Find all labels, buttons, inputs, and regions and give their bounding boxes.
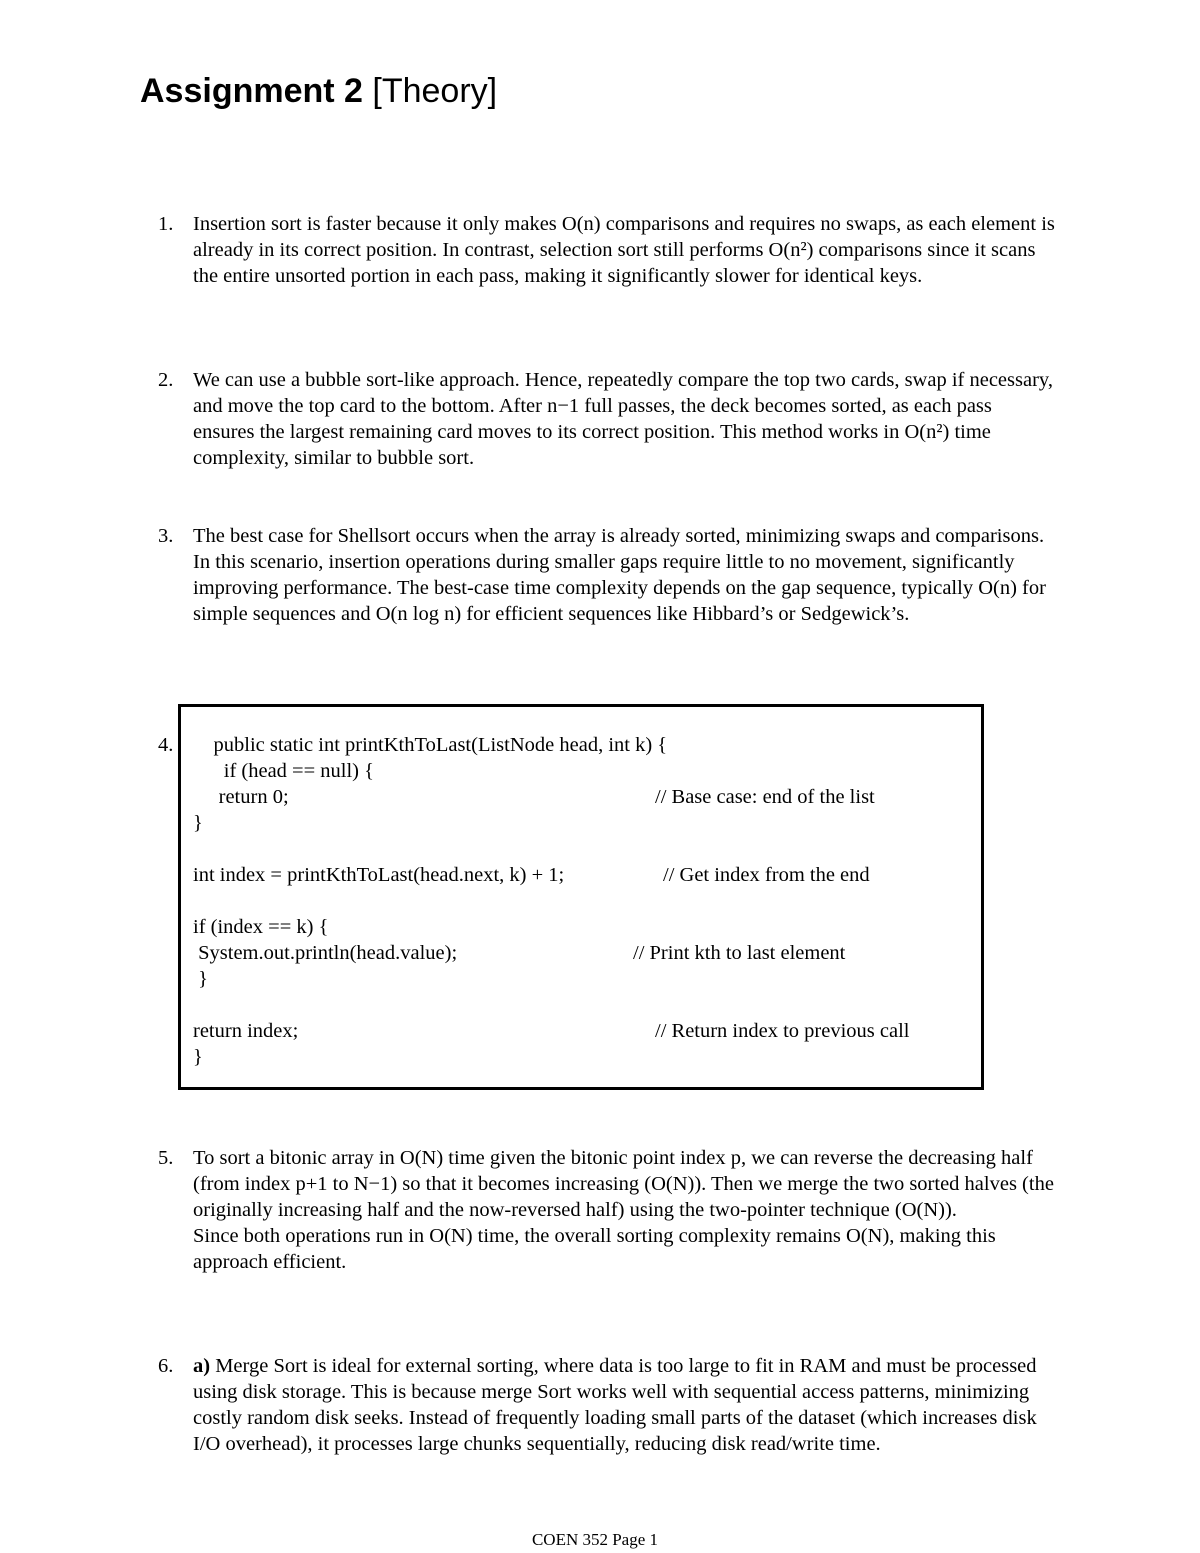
title-suffix: [Theory]	[362, 72, 498, 110]
part-label: a)	[193, 1355, 211, 1377]
answer-line: complexity, similar to bubble sort.	[193, 447, 475, 469]
code-line: }	[193, 1046, 203, 1068]
answer-6	[158, 1353, 1188, 1457]
answer-line: ensures the largest remaining card moves to its correct position. This method works in O(n²) time	[193, 421, 991, 443]
answer-line: originally increasing half and the now-reversed half) using the two-pointer technique (O(N)).	[193, 1199, 957, 1221]
answer-line: the entire unsorted portion in each pass, making it significantly slower for identical keys.	[193, 265, 923, 287]
answer-line: I/O overhead), it processes large chunks sequentially, reducing disk read/write time.	[193, 1433, 881, 1455]
code-line: return 0;	[193, 786, 289, 808]
answer-line: (from index p+1 to N−1) so that it becomes increasing (O(N)). Then we merge the two sorted halves (the	[193, 1173, 1054, 1195]
answer-number: 1.	[158, 213, 174, 235]
answer-line: improving performance. The best-case time complexity depends on the gap sequence, typically O(n) for	[193, 577, 1046, 599]
answer-line: costly random disk seeks. Instead of frequently loading small parts of the dataset (which increases disk	[193, 1407, 1037, 1429]
answer-line: approach efficient.	[193, 1251, 347, 1273]
answer-line: using disk storage. This is because merge Sort works well with sequential access patterns, minimizing	[193, 1381, 1030, 1403]
code-line: System.out.println(head.value);	[193, 942, 458, 964]
answer-3	[158, 523, 1188, 627]
answer-line-text: Merge Sort is ideal for external sorting, where data is too large to fit in RAM and must be processed	[210, 1355, 1037, 1377]
answer-line: and move the top card to the bottom. After n−1 full passes, the deck becomes sorted, as each pass	[193, 395, 992, 417]
code-comment: // Get index from the end	[663, 864, 870, 886]
code-line: if (head == null) {	[193, 760, 374, 782]
answer-line: already in its correct position. In contrast, selection sort still performs O(n²) comparisons since it scans	[193, 239, 1036, 261]
answer-number: 5.	[158, 1147, 174, 1169]
code-line: }	[193, 812, 203, 834]
answer-number: 2.	[158, 369, 174, 391]
answer-line	[193, 1353, 1188, 1379]
page-title	[140, 72, 497, 111]
code-line: public static int printKthToLast(ListNode head, int k) {	[193, 734, 668, 756]
answer-2	[158, 367, 1188, 471]
answer-1	[158, 211, 1188, 289]
code-line: }	[193, 968, 208, 990]
title-main: Assignment 2	[140, 72, 363, 110]
answer-line: Insertion sort is faster because it only makes O(n) comparisons and requires no swaps, as each element is	[193, 213, 1055, 235]
code-line: if (index == k) {	[193, 916, 329, 938]
code-line: return index;	[193, 1020, 299, 1042]
code-line: int index = printKthToLast(head.next, k) + 1;	[193, 864, 565, 886]
code-comment: // Print kth to last element	[633, 942, 846, 964]
page-footer: COEN 352 Page 1	[531, 1530, 659, 1549]
code-comment: // Return index to previous call	[655, 1020, 910, 1042]
answer-line: In this scenario, insertion operations during smaller gaps require little to no movement, significantly	[193, 551, 1015, 573]
answer-line: simple sequences and O(n log n) for efficient sequences like Hibbard’s or Sedgewick’s.	[193, 603, 910, 625]
answer-line: The best case for Shellsort occurs when the array is already sorted, minimizing swaps and comparisons.	[193, 525, 1045, 547]
answer-line: We can use a bubble sort-like approach. Hence, repeatedly compare the top two cards, swap if necessary,	[193, 369, 1053, 391]
answer-line: To sort a bitonic array in O(N) time given the bitonic point index p, we can reverse the decreasing half	[193, 1147, 1033, 1169]
answer-number: 4.	[158, 734, 174, 756]
answer-number: 3.	[158, 525, 174, 547]
code-comment: // Base case: end of the list	[655, 786, 875, 808]
answer-line: Since both operations run in O(N) time, the overall sorting complexity remains O(N), making this	[193, 1225, 996, 1247]
answer-5	[158, 1145, 1188, 1275]
answer-number: 6.	[158, 1355, 174, 1377]
